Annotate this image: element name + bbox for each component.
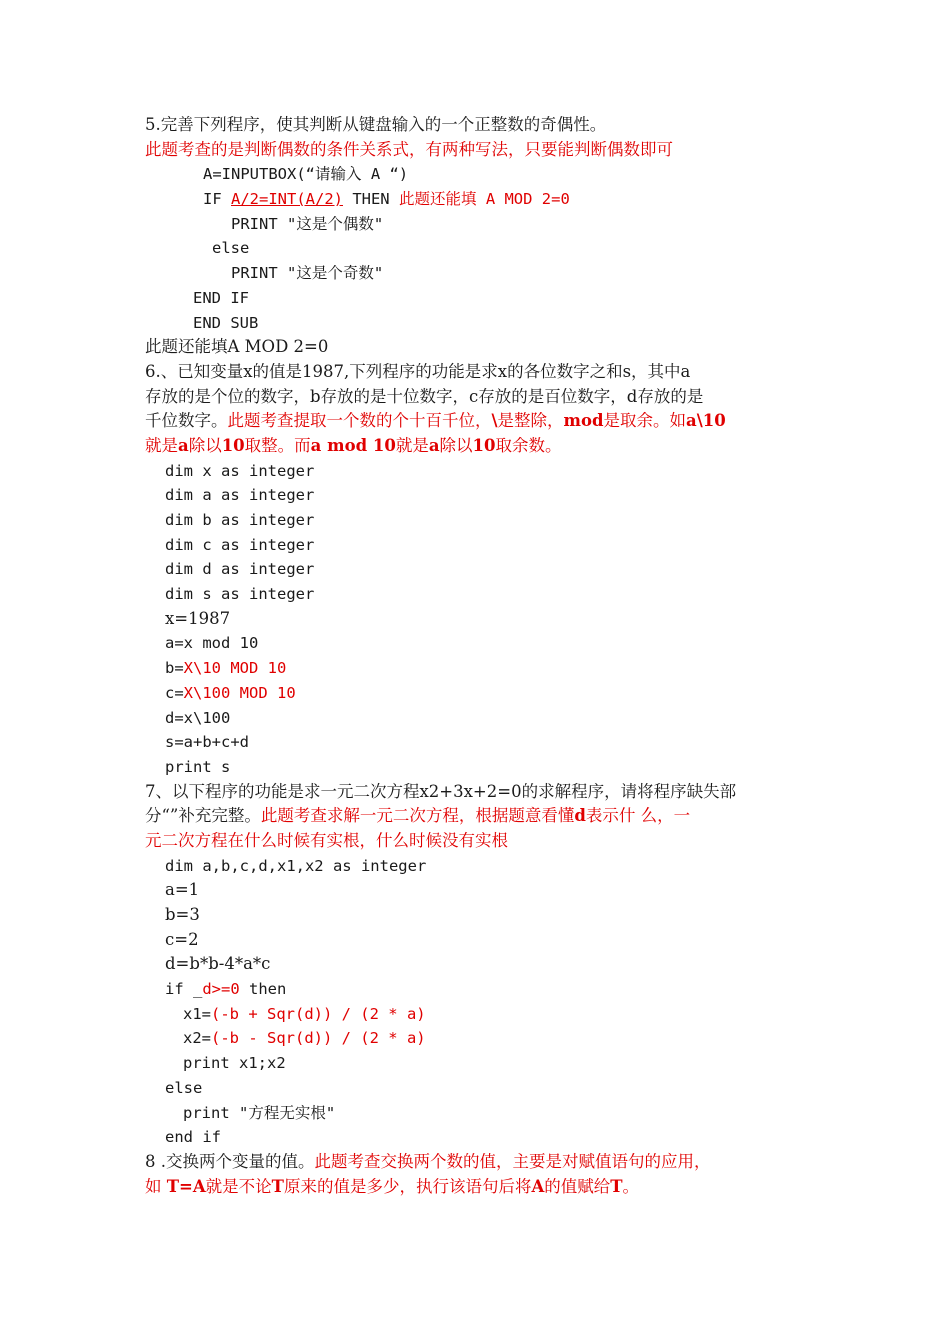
q7-line-3: 元二次方程在什么时候有实根，什么时候没有实根 <box>145 830 508 850</box>
q6-b-answer: X\10 MOD 10 <box>183 659 287 678</box>
q6-note-m: 就是 <box>395 435 429 455</box>
q5-footer-note: 此题还能填A MOD 2=0 <box>145 337 329 357</box>
q6-code-s-assign: s=a+b+c+d <box>165 733 249 752</box>
q7-x2-prefix: x2= <box>183 1029 211 1048</box>
q6-note-l: a mod 10 <box>310 435 396 455</box>
q6-line-4 <box>145 434 810 459</box>
q7-if-answer: d>=0 <box>202 980 240 999</box>
q8-note-d: T <box>271 1176 284 1196</box>
q6-note-a: 此题考查提取一个数的个十百千位， <box>227 411 492 431</box>
q7-note-b: d <box>574 806 586 826</box>
q5-code-else: else <box>212 239 250 258</box>
q5-if-keyword: IF <box>203 190 231 209</box>
q5-then-keyword: THEN <box>342 190 399 209</box>
q8-note-h: T <box>610 1176 623 1196</box>
q8-note: 此题考查交换两个数的值，主要是对赋值语句的应用， <box>314 1151 711 1171</box>
q5-code-print-even: PRINT "这是个偶数" <box>231 214 384 233</box>
q6-code-dim-a: dim a as integer <box>165 486 315 505</box>
q6-note-f: a\10 <box>686 411 726 431</box>
q7-x2-answer: (-b - Sqr(d)) / (2 * a) <box>211 1029 426 1048</box>
q6-note-n: a <box>428 435 440 455</box>
q7-code-b-assign: b=3 <box>165 905 200 924</box>
q5-code-endif: END IF <box>193 288 249 307</box>
q6-code-dim-c: dim c as integer <box>165 535 315 554</box>
q7-code-x2 <box>145 1026 810 1051</box>
q8-note-f: A <box>531 1176 545 1196</box>
q6-note-i: 除以 <box>188 435 222 455</box>
q6-line-2: 存放的是个位的数字，b存放的是十位数字，c存放的是百位数字，d存放的是 <box>145 386 704 406</box>
q7-code-d-assign: d=b*b-4*a*c <box>165 954 271 974</box>
q7-code-x1 <box>145 1002 810 1027</box>
q6-note-b: \ <box>491 411 498 431</box>
q7-note-c: 表示什 么，一 <box>585 806 691 826</box>
q7-code-a-assign: a=1 <box>165 880 200 900</box>
q6-c-answer: X\100 MOD 10 <box>183 683 296 702</box>
q6-note-q: 取余数。 <box>495 435 562 455</box>
q7-code-print: print x1;x2 <box>183 1054 286 1073</box>
q7-line-2 <box>145 804 810 829</box>
q5-if-note: 此题还能填 A MOD 2=0 <box>398 190 570 209</box>
q6-note-e: 是取余。如 <box>603 411 687 431</box>
q6-note-k: 取整。而 <box>244 435 311 455</box>
document-body <box>145 113 810 1199</box>
q5-code-endsub: END SUB <box>193 313 259 332</box>
q8-note-i: 。 <box>622 1176 640 1196</box>
q7-then-keyword: then <box>239 980 287 999</box>
q5-if-answer: A/2=INT(A/2) <box>231 190 343 209</box>
q8-line-2 <box>145 1175 810 1200</box>
q6-line-3 <box>145 409 810 434</box>
q8-note-c: 就是不论 <box>205 1176 272 1196</box>
q6-code-dim-b: dim b as integer <box>165 511 315 529</box>
q8-note-b: T=A <box>166 1176 206 1196</box>
q7-if-keyword: if _ <box>165 980 203 999</box>
q6-note-j: 10 <box>221 435 245 455</box>
q7-note-a: 此题考查求解一元二次方程，根据题意看懂 <box>260 806 575 826</box>
q6-code-dim-d: dim d as integer <box>165 560 315 579</box>
q5-note: 此题考查的是判断偶数的条件关系式，有两种写法，只要能判断偶数即可 <box>145 139 673 159</box>
q7-code-if <box>145 977 810 1002</box>
q6-b-prefix: b= <box>165 659 184 678</box>
q6-note-c: 是整除， <box>497 411 564 431</box>
q5-code-if <box>145 187 810 212</box>
q6-note-g: 就是 <box>145 435 178 455</box>
q6-code-c-assign <box>145 681 810 706</box>
q8-note-e: 原来的值是多少，执行该语句后将 <box>283 1176 532 1196</box>
q6-note-p: 10 <box>472 435 496 455</box>
q6-note-h: a <box>178 435 189 455</box>
q5-code-print-odd: PRINT "这是个奇数" <box>231 264 384 283</box>
q6-code-x-assign: x=1987 <box>165 608 231 628</box>
q6-note-o: 除以 <box>439 435 473 455</box>
q7-code-endif: end if <box>165 1128 221 1147</box>
q6-code-print: print s <box>165 757 231 776</box>
q6-code-d-assign: d=x\100 <box>165 708 231 727</box>
q6-code-a-assign: a=x mod 10 <box>165 634 259 653</box>
q7-line-1: 7、以下程序的功能是求一元二次方程x2+3x+2=0的求解程序，请将程序缺失部 <box>145 781 737 801</box>
q7-code-dim: dim a,b,c,d,x1,x2 as integer <box>165 856 427 875</box>
q8-note-a: 如 <box>145 1176 167 1196</box>
q7-code-print-none: print "方程无实根" <box>183 1103 336 1122</box>
q6-code-b-assign <box>145 656 810 681</box>
q7-code-else: else <box>165 1078 203 1097</box>
q7-line-2-text: 分“”补充完整。 <box>145 806 261 826</box>
q6-line-1: 6.、已知变量x的值是1987,下列程序的功能是求x的各位数字之和s，其中a <box>145 361 691 381</box>
q7-x1-answer: (-b + Sqr(d)) / (2 * a) <box>211 1004 426 1023</box>
q6-code-dim-x: dim x as integer <box>165 461 315 480</box>
q6-note-d: mod <box>563 411 604 431</box>
q5-title: 5.完善下列程序，使其判断从键盘输入的一个正整数的奇偶性。 <box>145 115 607 134</box>
q8-line-1 <box>145 1150 810 1175</box>
q6-line-3-text: 千位数字。 <box>145 411 228 431</box>
q7-x1-prefix: x1= <box>183 1004 211 1023</box>
q8-title: 8 .交换两个变量的值。 <box>145 1151 315 1171</box>
q8-note-g: 的值赋给 <box>544 1176 611 1196</box>
q6-c-prefix: c= <box>165 683 184 702</box>
q5-code-inputbox: A=INPUTBOX(“请输入 A “) <box>203 165 409 184</box>
q7-code-c-assign: c=2 <box>165 929 199 949</box>
q6-code-dim-s: dim s as integer <box>165 585 315 604</box>
